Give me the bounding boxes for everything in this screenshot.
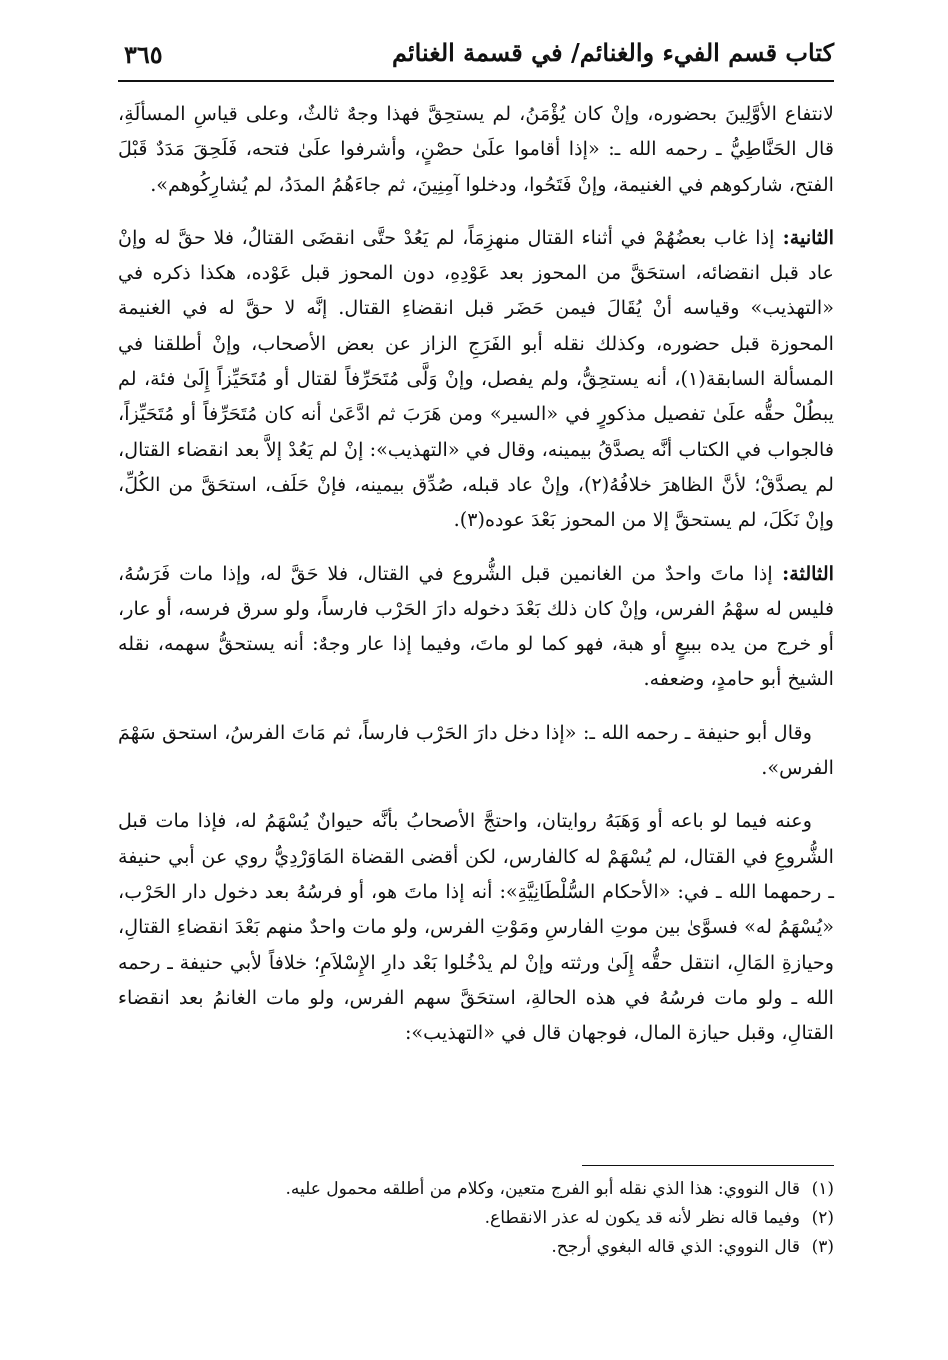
running-head: كتاب قسم الفيء والغنائم/ في قسمة الغنائم (392, 38, 834, 67)
paragraph-text: وقال أبو حنيفة ـ رحمه الله ـ: «إذا دخل دارَ الحَرْب فارساً، ثم مَاتَ الفرسُ، استحق سَهْمَ الفرس». (118, 720, 834, 780)
footnote-number: (١) (811, 1179, 834, 1199)
paragraph-abu-hanifa (118, 715, 834, 786)
footnote (118, 1204, 834, 1233)
footnotes (118, 1175, 834, 1262)
paragraph-text: إذا ماتَ واحدٌ من الغانمين قبل الشُّروع في القتال، فلا حَقَّ له، وإذا مات فَرَسُهُ، فليس له سهْمُ الفرس، وإنْ كان ذلك بَعْدَ دخوله دارَ الحَرْب فارساً، ولو سرق فرسه، أو عار، أو خرج من يده ببيعٍ أو هبة، فهو كما لو ماتَ، وفيما إذا عار وجهٌ: أنه يستحقُّ سهمه، نقله الشيخ أبو حامدٍ، وضعفه. (118, 561, 834, 691)
paragraph-continuation (118, 96, 834, 202)
footnote (118, 1175, 834, 1204)
footnote-number: (٣) (811, 1237, 834, 1257)
main-text (118, 96, 834, 1050)
footnote-text: قال النووي: الذي قاله البغوي أرجح. (551, 1237, 800, 1257)
paragraph-text: وعنه فيما لو باعه أو وَهَبَهُ روايتان، واحتجَّ الأصحابُ بأنَّه حيوانٌ يُسْهَمُ له، فإذا مات قبل الشُّروعِ في القتال، لم يُسْهَمْ له كالفارس، لكن أقضى القضاة المَاوَرْدِيُّ روي عن أبي حنيفة ـ رحمهما الله ـ في: «الأحكام السُّلْطَانِيَّةِ»: أنه إذا ماتَ هو، أو فرسُهُ بعد دخول دار الحَرْب، «يُسْهَمُ له» فسوَّىٰ بين موتِ الفارسِ ومَوْتِ الفرس، ولو مات واحدٌ منهم بَعْدَ انقضاءِ القتالِ، وحيازةِ المَالِ، انتقل حقُّه إِلَىٰ ورثته وإنْ لم يدْخُلوا بَعْد دارِ الإِسْلاَمِ؛ خلافاً لأبي حنيفة ـ رحمه الله ـ ولو مات فرسُهُ في هذه الحالةِ، استحَقَّ سهم الفرس، ولو مات الغانمُ بعد انقضاء القتالِ، وقبل حيازة المال، فوجهان قال في «التهذيب»: (118, 809, 834, 1045)
paragraph-second-issue (118, 220, 834, 538)
paragraph-lead: الثانية: (774, 225, 834, 249)
footnote-text: وفيما قاله نظر لأنه قد يكون له عذر الانقطاع. (484, 1208, 800, 1228)
footnote-separator (582, 1165, 834, 1166)
page-number: ٣٦٥ (124, 40, 163, 69)
footnote (118, 1233, 834, 1262)
paragraph-text: إذا غاب بعضُهُمْ في أثناء القتال منهزِمَاً، لم يَعُدْ حتَّى انقضَى القتالُ، فلا حقَّ له وإنْ عاد قبل انقضائه، استحَقَّ من المحوز بعد عَوْدِهِ، دون المحوز قبل عَوْده، هكذا ذكره في «التهذيب» وقياسه أنْ يُقَالَ فيمن حَضَر قبل انقضاءِ القتال. إنَّه لا حقَّ له في الغنيمة المحوزة قبل حضوره، وكذلك نقله أبو الفَرَجِ الزاز عن بعض الأصحاب، وإنْ أطلقنا في المسألة السابقة(١)، أنه يستحِقُّ، ولم يفصل، وإنْ وَلَّى مُتَحَرِّفاً لقتال أو مُتَحَيِّزاً إِلَىٰ فئة، لم يبطُلْ حقُّه علَىٰ تفصيل مذكورٍ في «السير» ومن هَرَبَ ثم ادَّعَىٰ أنه كان مُتَحَرِّفاً أو مُتَحَيِّزاً، فالجواب في الكتاب أنَّه يصدَّقُ بيمينه، وقال في «التهذيب»: إنْ لم يَعُدْ إلاَّ بعد انقضاء القتال، لم يصدَّقْ؛ لأنَّ الظاهرَ خلافُهُ(٢)، وإنْ عاد قبله، صُدِّق بيمينه، فإنْ حَلَف، استحَقَّ من الكُلِّ، وإنْ نَكَلَ، لم يستحقَّ إلا من المحوز بَعْدَ عوده(٣). (118, 225, 835, 532)
paragraph-text: لانتفاع الأوَّلِينَ بحضوره، وإنْ كان يُؤْمَنُ، لم يستحِقَّ فهذا وجهٌ ثالثٌ، وعلى قياسِ المسألَةِ، قال الحَنَّاطِيُّ ـ رحمه الله ـ: «إذا أقاموا علَىٰ حصْنٍ، وأشرفوا علَىٰ فتحه، فَلَحِقَ مَدَدٌ قَبْلَ الفتح، شاركوهم في الغنيمة، وإنْ فَتَحُوا، ودخلوا آمِنِينَ، ثم جاءَهُمُ المدَدُ، لم يُشارِكُوهم». (118, 102, 834, 196)
paragraph-two-narrations (118, 803, 834, 1050)
page-header (118, 36, 834, 82)
paragraph-third-issue (118, 556, 834, 697)
footnote-text: قال النووي: هذا الذي نقله أبو الفرج متعين، وكلام من أطلقه محمول عليه. (285, 1179, 800, 1199)
paragraph-lead: الثالثة: (772, 561, 835, 585)
footnote-number: (٢) (811, 1208, 834, 1228)
